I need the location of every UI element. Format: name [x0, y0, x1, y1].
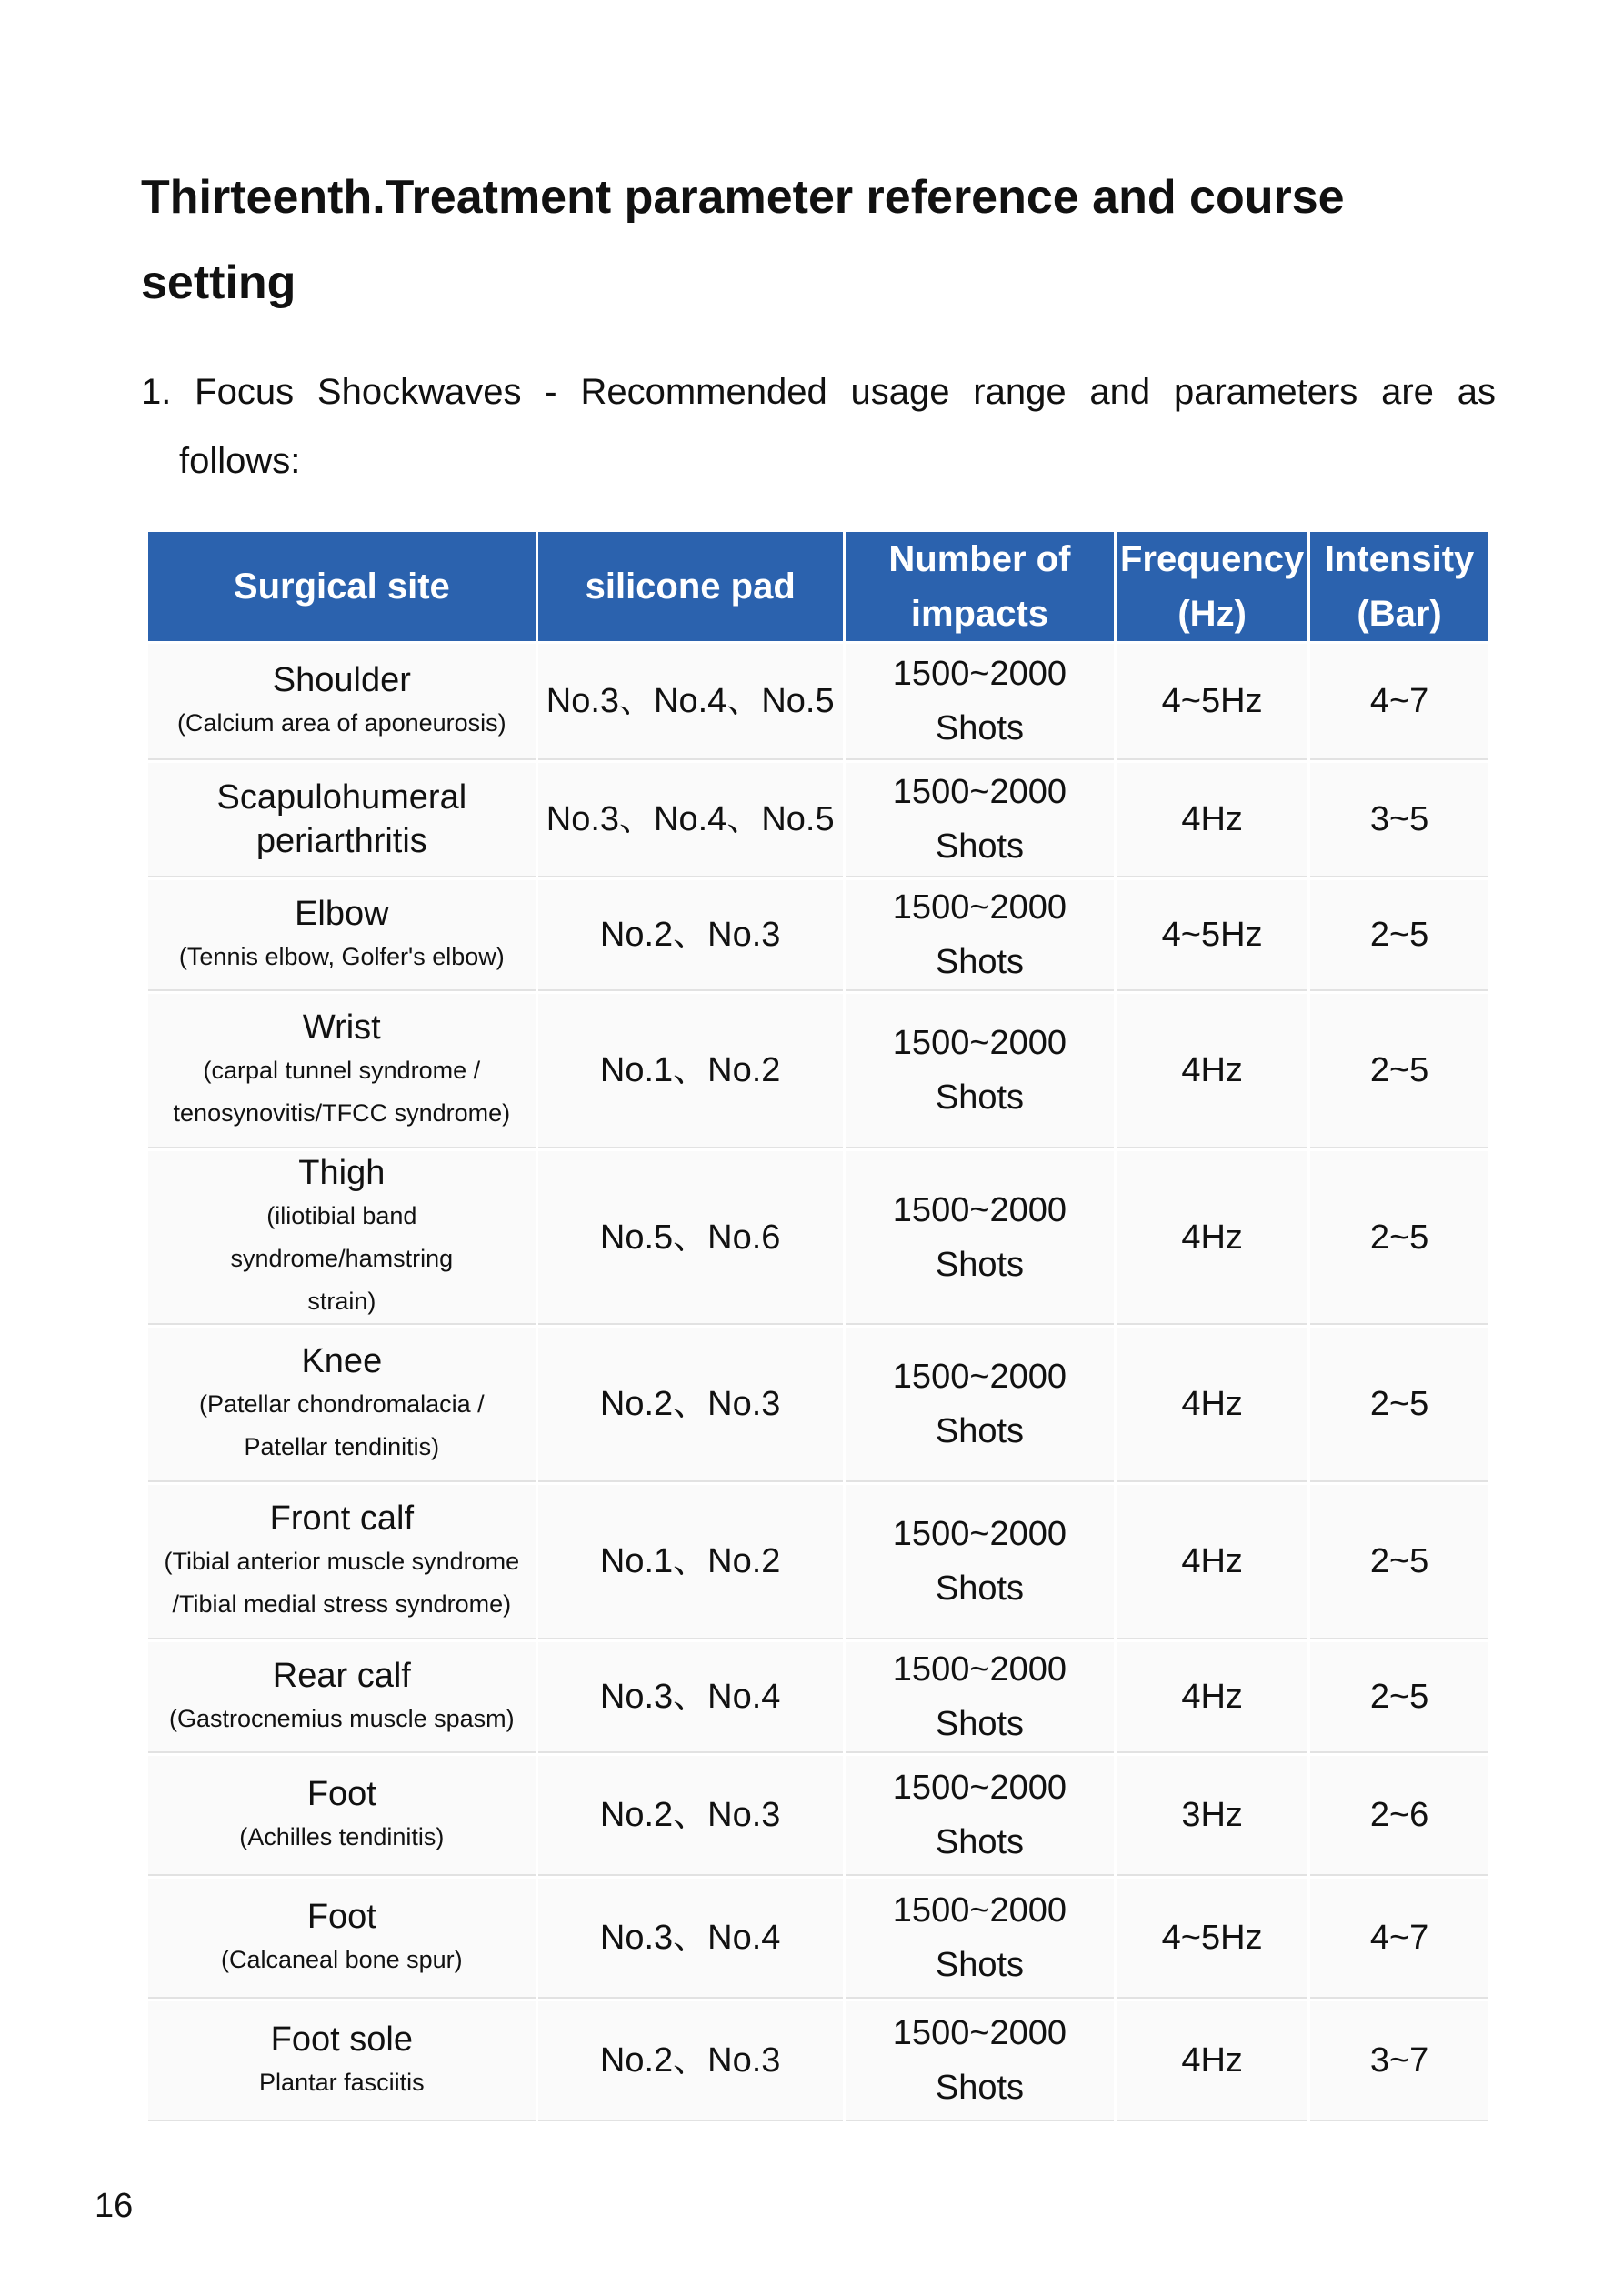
site-name: Knee: [301, 1342, 383, 1380]
cell-silicone-pad: No.1、No.2: [538, 1485, 843, 1639]
cell-surgical-site: [148, 763, 536, 877]
header-frequency: Frequency (Hz): [1117, 532, 1307, 641]
cell-number-of-impacts: 1500~2000 Shots: [846, 1151, 1114, 1325]
intro-word: range: [973, 372, 1067, 412]
cell-number-of-impacts: 1500~2000 Shots: [846, 644, 1114, 760]
cell-silicone-pad: No.2、No.3: [538, 880, 843, 991]
cell-frequency: 3Hz: [1117, 1756, 1307, 1876]
table-row: [148, 1151, 1488, 1325]
site-detail: (Calcium area of aponeurosis): [177, 708, 506, 737]
site-detail: (iliotibial band syndrome/hamstring strain): [230, 1202, 454, 1315]
cell-surgical-site: [148, 644, 536, 760]
header-silicone-pad: silicone pad: [538, 532, 843, 641]
intro-word: Shockwaves: [316, 372, 522, 412]
cell-frequency: 4Hz: [1117, 2001, 1307, 2121]
page-number: 16: [95, 2187, 134, 2225]
cell-silicone-pad: No.2、No.3: [538, 1328, 843, 1482]
cell-silicone-pad: No.3、No.4、No.5: [538, 644, 843, 760]
site-detail: (Patellar chondromalacia / Patellar tendinitis): [199, 1390, 485, 1460]
cell-number-of-impacts: 1500~2000 Shots: [846, 1328, 1114, 1482]
cell-frequency: 4~5Hz: [1117, 644, 1307, 760]
cell-frequency: 4Hz: [1117, 1485, 1307, 1639]
intro-line: [141, 357, 1496, 426]
cell-number-of-impacts: 1500~2000 Shots: [846, 1485, 1114, 1639]
header-number-of-impacts: Number of impacts: [846, 532, 1114, 641]
cell-intensity: 2~5: [1310, 1485, 1488, 1639]
cell-surgical-site: [148, 994, 536, 1148]
cell-silicone-pad: No.5、No.6: [538, 1151, 843, 1325]
page-title: Thirteenth.Treatment parameter reference and course setting: [141, 171, 1345, 309]
table-row: [148, 1879, 1488, 1999]
cell-number-of-impacts: 1500~2000 Shots: [846, 880, 1114, 991]
cell-surgical-site: [148, 1328, 536, 1482]
cell-intensity: 2~5: [1310, 994, 1488, 1148]
table-row: [148, 880, 1488, 991]
cell-surgical-site: [148, 1151, 536, 1325]
cell-intensity: 2~5: [1310, 1328, 1488, 1482]
site-name: Foot: [306, 1897, 376, 1936]
table-row: [148, 2001, 1488, 2121]
cell-number-of-impacts: 1500~2000 Shots: [846, 763, 1114, 877]
cell-intensity: 2~5: [1310, 1642, 1488, 1753]
cell-silicone-pad: No.3、No.4、No.5: [538, 763, 843, 877]
cell-intensity: 2~6: [1310, 1756, 1488, 1876]
table-row: [148, 1485, 1488, 1639]
cell-frequency: 4Hz: [1117, 763, 1307, 877]
cell-silicone-pad: No.2、No.3: [538, 1756, 843, 1876]
table-row: [148, 763, 1488, 877]
table-row: [148, 1642, 1488, 1753]
table-row: [148, 644, 1488, 760]
site-name: Foot sole: [270, 2020, 413, 2059]
table-row: [148, 1756, 1488, 1876]
intro-word: are: [1381, 372, 1434, 412]
site-name: Elbow: [295, 894, 389, 933]
intro-word: -: [545, 372, 557, 412]
table-row: [148, 994, 1488, 1148]
cell-intensity: 3~5: [1310, 763, 1488, 877]
site-name: Front calf: [269, 1499, 415, 1538]
site-detail: (carpal tunnel syndrome / tenosynovitis/TFCC syndrome): [173, 1057, 511, 1127]
intro-continuation: follows:: [179, 441, 301, 481]
parameter-table: [145, 529, 1491, 2124]
site-name: Shoulder: [272, 660, 411, 699]
cell-silicone-pad: No.3、No.4: [538, 1642, 843, 1753]
cell-frequency: 4~5Hz: [1117, 1879, 1307, 1999]
intro-word: Recommended: [580, 372, 827, 412]
cell-frequency: 4~5Hz: [1117, 880, 1307, 991]
intro-word: as: [1457, 372, 1496, 412]
cell-intensity: 3~7: [1310, 2001, 1488, 2121]
site-name: Foot: [306, 1774, 376, 1813]
cell-surgical-site: [148, 1756, 536, 1876]
table-row: [148, 1328, 1488, 1482]
cell-number-of-impacts: 1500~2000 Shots: [846, 1642, 1114, 1753]
site-detail: (Tennis elbow, Golfer's elbow): [178, 942, 505, 970]
cell-intensity: 2~5: [1310, 1151, 1488, 1325]
intro-word: parameters: [1173, 372, 1358, 412]
cell-surgical-site: [148, 1485, 536, 1639]
cell-number-of-impacts: 1500~2000 Shots: [846, 2001, 1114, 2121]
cell-silicone-pad: No.3、No.4: [538, 1879, 843, 1999]
intro-paragraph: [141, 357, 1496, 496]
cell-frequency: 4Hz: [1117, 1642, 1307, 1753]
intro-word: usage: [850, 372, 950, 412]
cell-frequency: 4Hz: [1117, 994, 1307, 1148]
table-header-row: [148, 532, 1488, 641]
header-intensity: Intensity (Bar): [1310, 532, 1488, 641]
site-name: Wrist: [302, 1008, 381, 1047]
header-surgical-site: Surgical site: [148, 532, 536, 641]
cell-surgical-site: [148, 1642, 536, 1753]
cell-number-of-impacts: 1500~2000 Shots: [846, 1879, 1114, 1999]
site-detail: (Achilles tendinitis): [239, 1822, 445, 1850]
cell-surgical-site: [148, 2001, 536, 2121]
site-name: Rear calf: [272, 1656, 411, 1695]
site-detail: (Calcaneal bone spur): [221, 1945, 463, 1973]
cell-silicone-pad: No.1、No.2: [538, 994, 843, 1148]
cell-frequency: 4Hz: [1117, 1328, 1307, 1482]
site-detail: Plantar fasciitis: [259, 2068, 425, 2096]
site-detail: (Gastrocnemius muscle spasm): [169, 1704, 515, 1732]
intro-word: and: [1089, 372, 1151, 412]
cell-silicone-pad: No.2、No.3: [538, 2001, 843, 2121]
cell-intensity: 2~5: [1310, 880, 1488, 991]
intro-number: 1.: [141, 372, 172, 412]
cell-intensity: 4~7: [1310, 1879, 1488, 1999]
site-name: Thigh: [298, 1154, 386, 1192]
cell-number-of-impacts: 1500~2000 Shots: [846, 994, 1114, 1148]
cell-frequency: 4Hz: [1117, 1151, 1307, 1325]
site-name: Scapulohumeral periarthritis: [216, 778, 467, 860]
cell-surgical-site: [148, 1879, 536, 1999]
site-detail: (Tibial anterior muscle syndrome /Tibial medial stress syndrome): [164, 1548, 520, 1618]
cell-intensity: 4~7: [1310, 644, 1488, 760]
intro-word: Focus: [195, 372, 295, 412]
cell-number-of-impacts: 1500~2000 Shots: [846, 1756, 1114, 1876]
cell-surgical-site: [148, 880, 536, 991]
